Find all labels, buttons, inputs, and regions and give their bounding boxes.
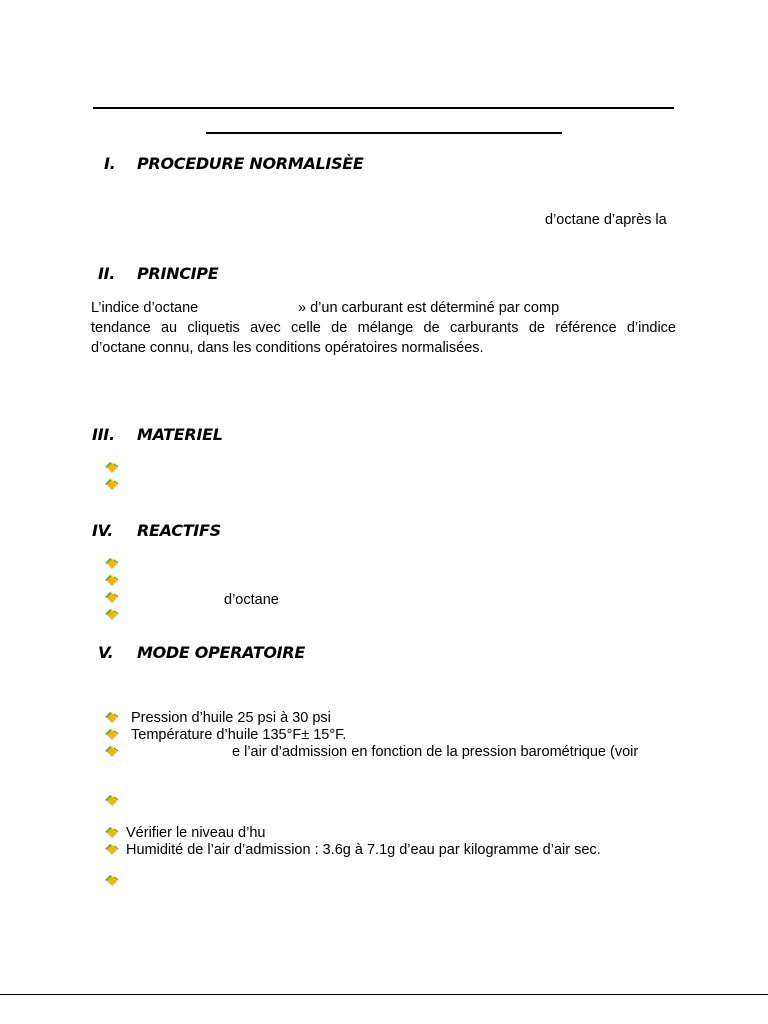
- section-title: MODE OPERATOIRE: [137, 643, 305, 662]
- diamond-bullet-icon: [104, 478, 120, 492]
- mode-item-5: Vérifier le niveau d’hu: [126, 825, 266, 841]
- diamond-bullet-icon: [104, 874, 120, 888]
- diamond-bullet-icon: [104, 745, 120, 759]
- section-number: III.: [92, 425, 115, 444]
- diamond-bullet-icon: [104, 843, 120, 857]
- principe-line-3: d’octane connu, dans les conditions opératoires normalisées.: [91, 340, 484, 356]
- principe-line-1a: L’indice d’octane: [91, 300, 199, 316]
- section-number: II.: [98, 264, 116, 283]
- section-title: MATERIEL: [137, 425, 223, 444]
- mode-item-1: Pression d’huile 25 psi à 30 psi: [131, 710, 331, 726]
- section-title: PRINCIPE: [137, 264, 219, 283]
- title-rule-bottom: [206, 132, 562, 134]
- section-number: IV.: [92, 521, 114, 540]
- diamond-bullet-icon: [104, 794, 120, 808]
- section-number: I.: [104, 154, 116, 173]
- diamond-bullet-icon: [104, 591, 120, 605]
- principe-paragraph: [91, 298, 676, 358]
- diamond-bullet-icon: [104, 557, 120, 571]
- diamond-bullet-icon: [104, 608, 120, 622]
- section-title: REACTIFS: [137, 521, 221, 540]
- diamond-bullet-icon: [104, 574, 120, 588]
- principe-line-1b: » d’un carburant est déterminé par comp: [298, 300, 560, 316]
- section-title: PROCEDURE NORMALISÈE: [137, 154, 364, 173]
- reactif-item-3: d’octane: [224, 592, 279, 608]
- procedure-text: d’octane d’après la: [545, 212, 667, 228]
- mode-item-3: e l’air d’admission en fonction de la pression barométrique (voir: [232, 744, 639, 760]
- page-bottom-border: [0, 994, 768, 995]
- title-rule-top: [93, 107, 674, 109]
- section-number: V.: [98, 643, 114, 662]
- diamond-bullet-icon: [104, 461, 120, 475]
- diamond-bullet-icon: [104, 728, 120, 742]
- mode-item-2: Température d’huile 135°F± 15°F.: [131, 727, 347, 743]
- diamond-bullet-icon: [104, 826, 120, 840]
- mode-item-6: Humidité de l’air d’admission : 3.6g à 7.1g d’eau par kilogramme d’air sec.: [126, 842, 601, 858]
- principe-line-2: tendance au cliquetis avec celle de mélange de carburants de référence d’indice: [91, 320, 676, 336]
- diamond-bullet-icon: [104, 711, 120, 725]
